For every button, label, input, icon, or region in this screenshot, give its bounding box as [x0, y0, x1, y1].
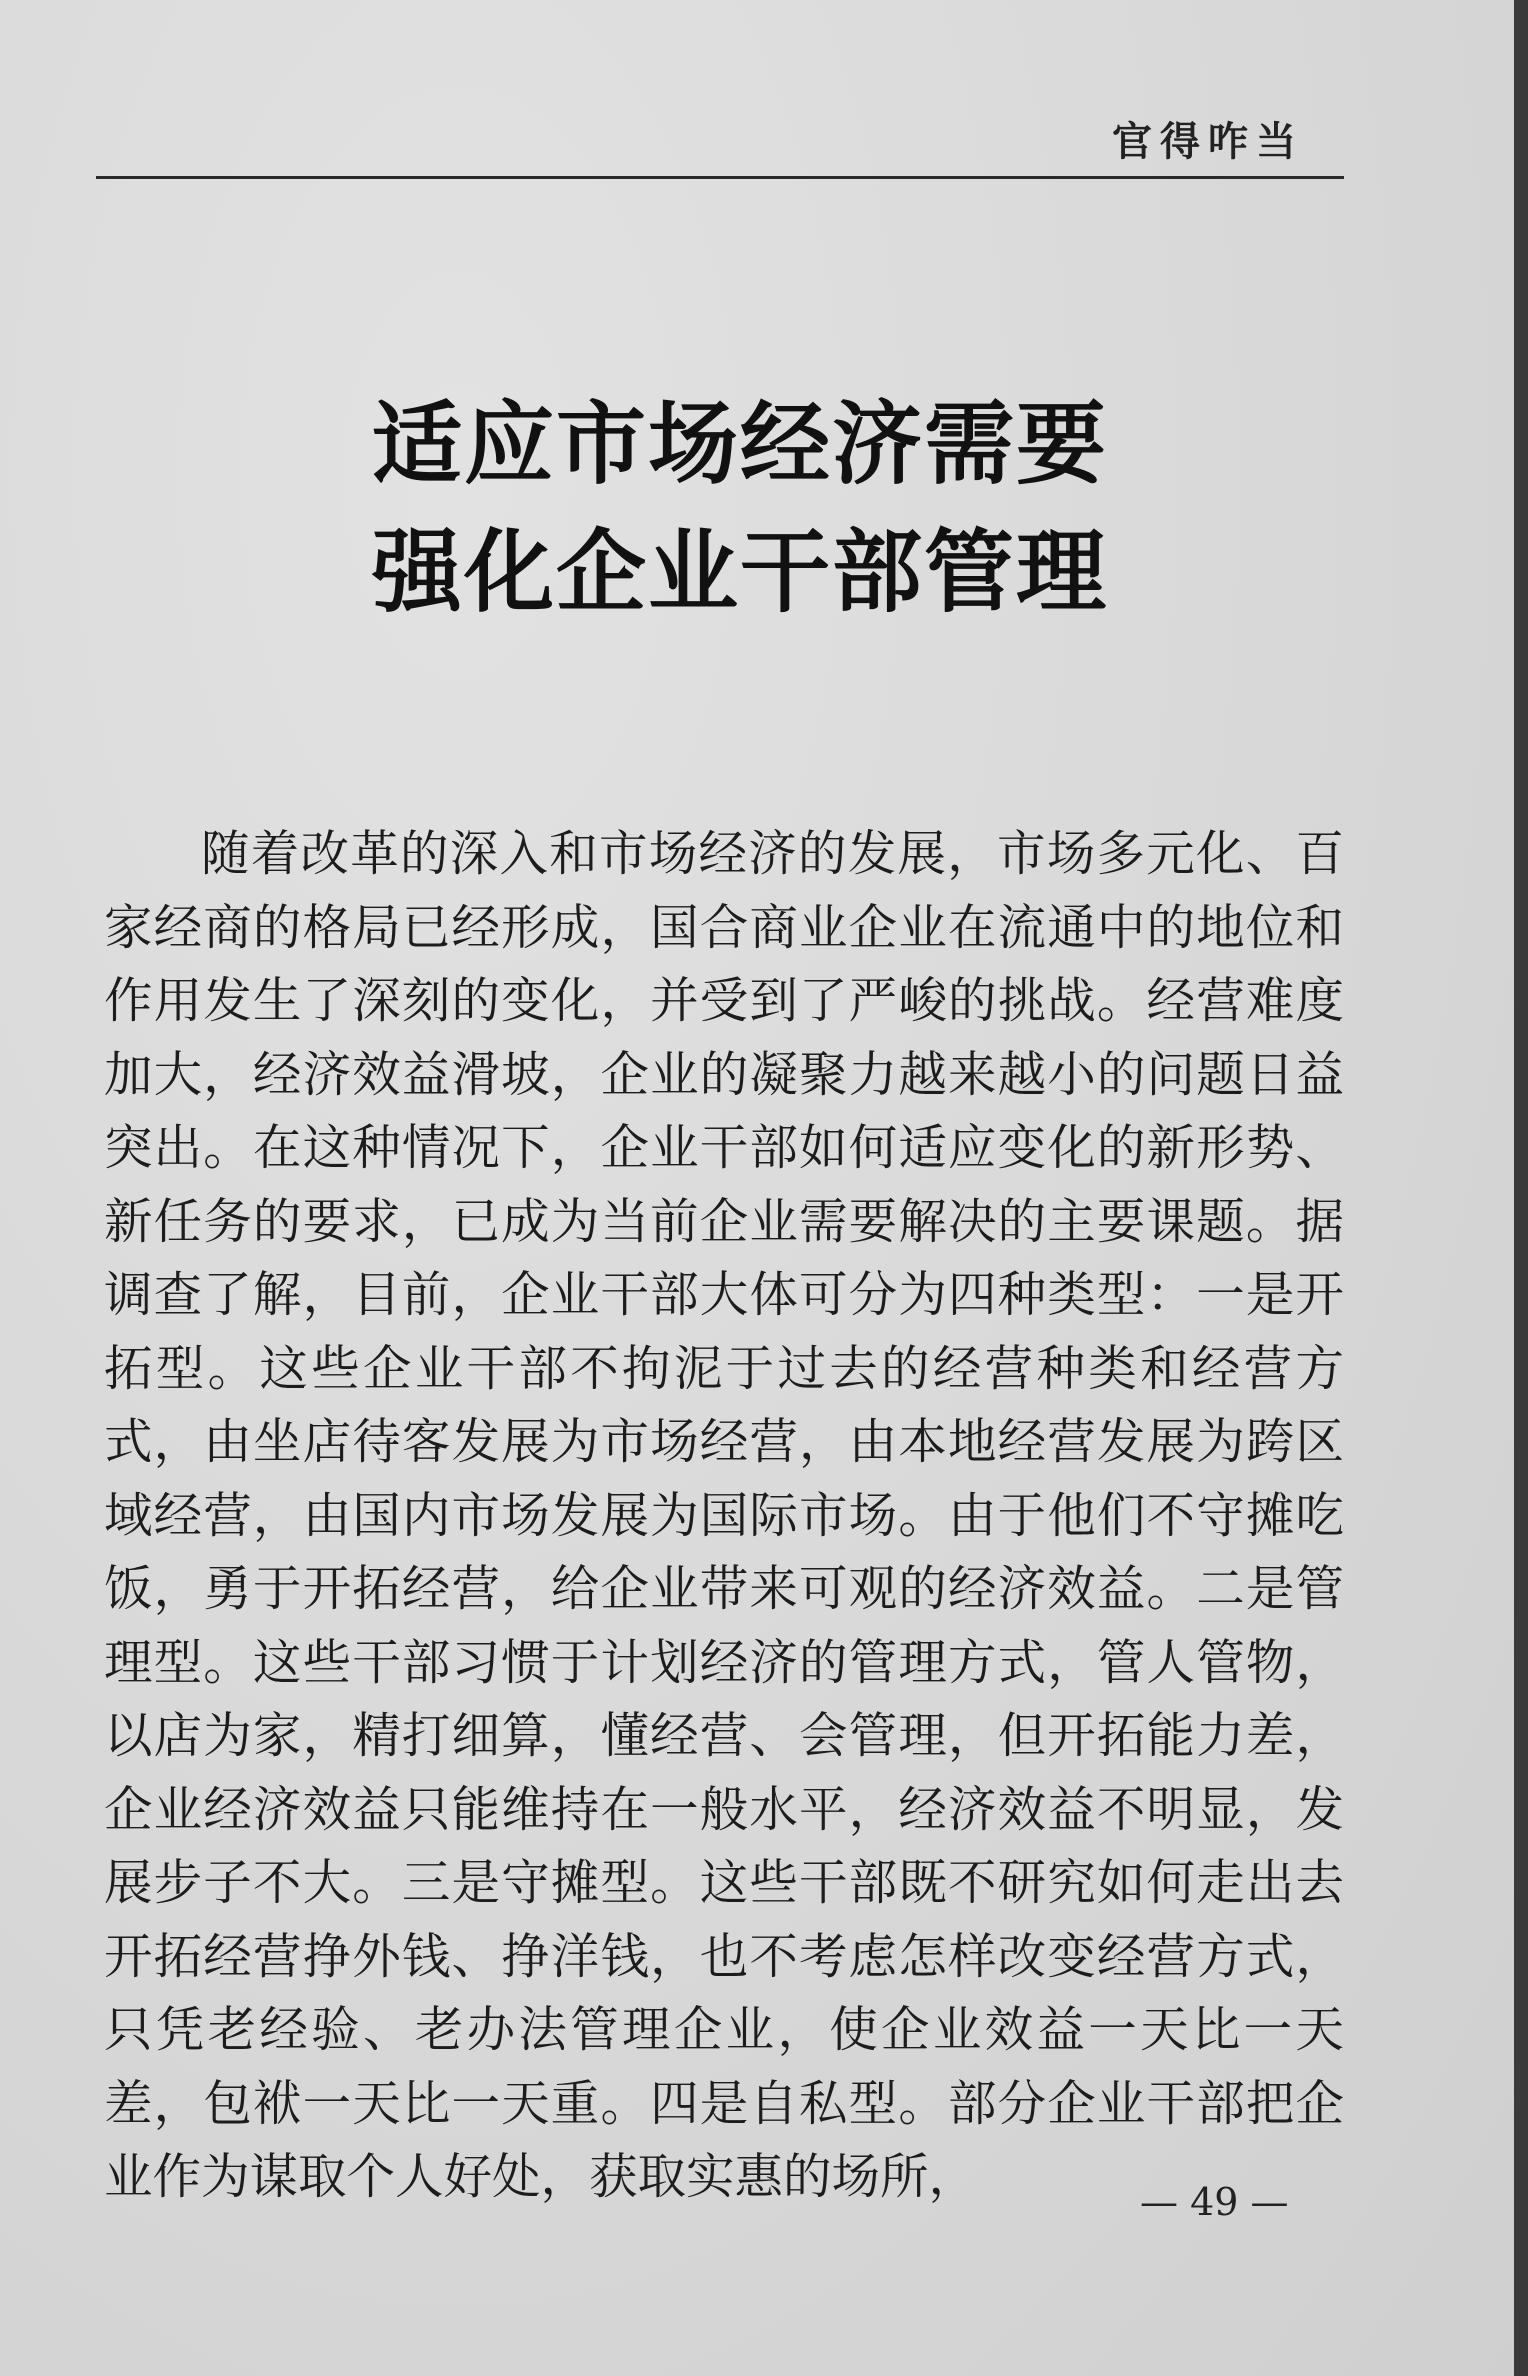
- title-line-2: 强化企业干部管理: [372, 519, 1108, 625]
- article-title: [372, 380, 1108, 636]
- page-edge-shadow: [1514, 0, 1528, 2376]
- title-line-1: 适应市场经济需要: [372, 391, 1108, 497]
- header-rule: [96, 176, 1344, 179]
- page-number: — 49 —: [1140, 2180, 1289, 2224]
- running-header: 官得咋当: [1112, 119, 1304, 165]
- article-body: 随着改革的深入和市场经济的发展，市场多元化、百家经商的格局已经形成，国合商业企业在流通中的地位和作用发生了深刻的变化，并受到了严峻的挑战。经营难度加大，经济效益滑坡，企业的凝聚力越来越小的问题日益突出。在这种情况下，企业干部如何适应变化的新形势、新任务的要求，已成为当前企业需要解决的主要课题。据调查了解，目前，企业干部大体可分为四种类型：一是开拓型。这些企业干部不拘泥于过去的经营种类和经营方式，由坐店待客发展为市场经营，由本地经营发展为跨区域经营，由国内市场发展为国际市场。由于他们不守摊吃饭，勇于开拓经营，给企业带来可观的经济效益。二是管理型。这些干部习惯于计划经济的管理方式，管人管物，以店为家，精打细算，懂经营、会管理，但开拓能力差，企业经济效益只能维持在一般水平，经济效益不明显，发展步子不大。三是守摊型。这些干部既不研究如何走出去开拓经营挣外钱、挣洋钱，也不考虑怎样改变经营方式，只凭老经验、老办法管理企业，使企业效益一天比一天差，包袱一天比一天重。四是自私型。部分企业干部把企业作为谋取个人好处，获取实惠的场所，: [104, 826, 1344, 2205]
